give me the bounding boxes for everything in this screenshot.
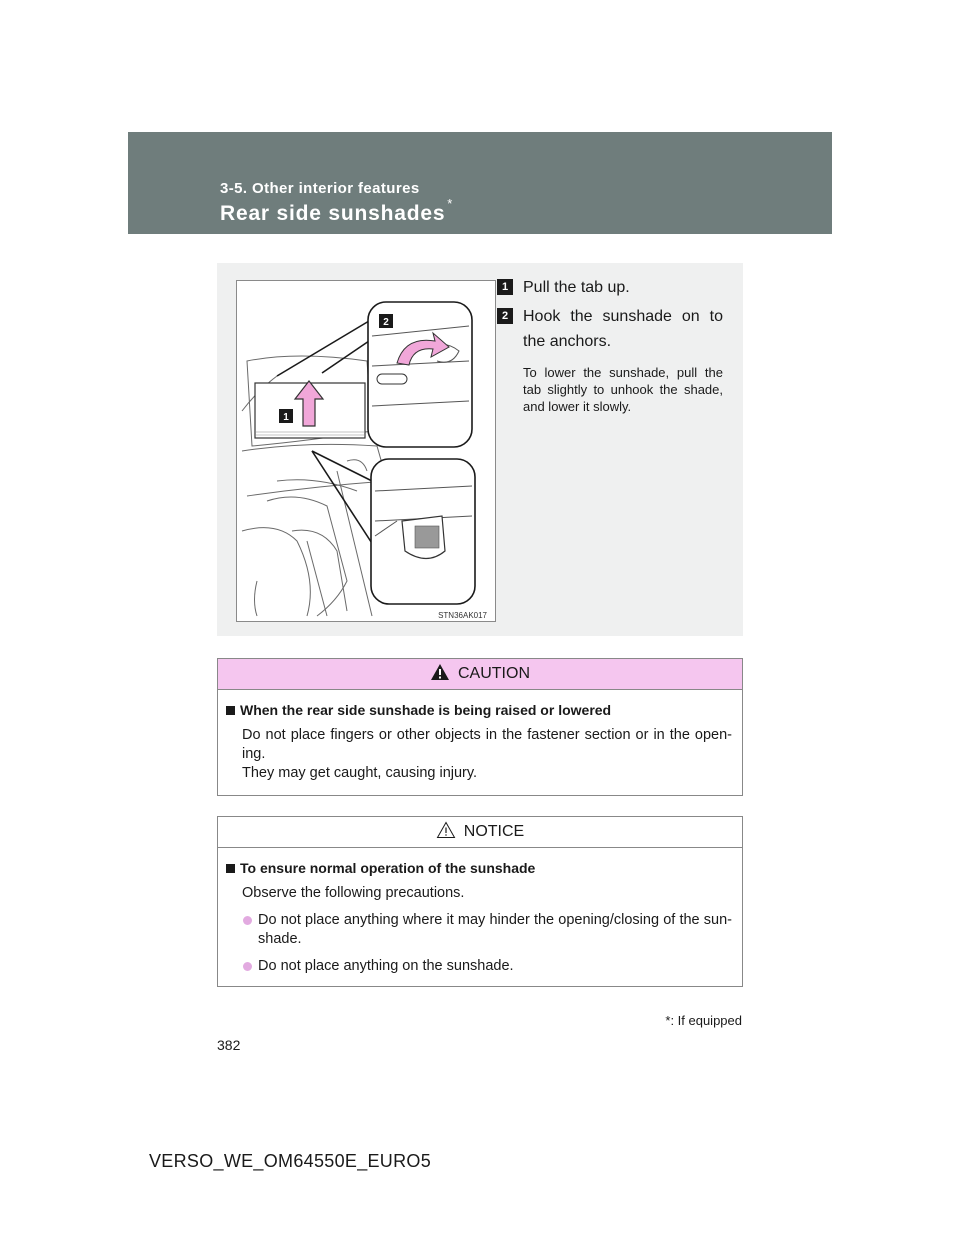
lowering-note: To lower the sunshade, pull the tab slightly to unhook the shade, and lower it slowly. (523, 365, 723, 414)
notice-triangle-icon (436, 821, 456, 839)
caution-body (218, 690, 742, 783)
notice-bullet-2-text: Do not place anything on the sunshade. (258, 958, 514, 974)
notice-bullet-2 (226, 957, 732, 976)
page-title (220, 196, 454, 226)
step-2 (497, 304, 723, 354)
section-header (128, 132, 832, 234)
step-2-number: 2 (497, 308, 513, 324)
notice-label: NOTICE (463, 823, 525, 840)
caution-heading-text: When the rear side sunshade is being raised or lowered (240, 702, 612, 718)
notice-header (218, 817, 742, 848)
caution-heading (226, 702, 732, 718)
caution-text-2: They may get caught, causing injury. (242, 765, 478, 781)
caution-text: Do not place fingers or other objects in the fastener section or in the open- ing. (242, 727, 732, 762)
step-2-text: Hook the sunshade on to the anchors. (523, 308, 723, 350)
callout-1-label: 1 (283, 412, 289, 423)
bullet-dot-icon (243, 916, 252, 925)
step-1 (497, 275, 723, 300)
caution-box (217, 658, 743, 796)
notice-box (217, 816, 743, 987)
step-1-number: 1 (497, 279, 513, 295)
notice-bullet-1-text: Do not place anything where it may hinder the opening/closing of the sun- shade. (258, 912, 732, 947)
figure-code: STN36AK017 (438, 611, 487, 620)
square-bullet-icon (226, 864, 235, 873)
sunshade-illustration-svg (237, 281, 495, 621)
notice-heading-text: To ensure normal operation of the sunshade (240, 860, 536, 876)
caution-header (218, 659, 742, 690)
notice-heading (226, 860, 732, 876)
section-label: 3-5. Other interior features (220, 180, 420, 197)
equipped-text: : If equipped (670, 1013, 742, 1028)
notice-text: Observe the following precautions. (242, 885, 465, 901)
notice-body (218, 848, 742, 976)
callout-2-label: 2 (383, 317, 389, 328)
square-bullet-icon (226, 706, 235, 715)
steps-list (497, 275, 723, 415)
page-title-text: Rear side sunshades (220, 202, 446, 225)
notice-bullet-1 (226, 911, 732, 949)
figure-panel (217, 263, 743, 636)
sunshade-illustration (236, 280, 496, 622)
bullet-dot-icon (243, 962, 252, 971)
caution-label: CAUTION (458, 665, 530, 682)
equipped-asterisk: * (665, 1013, 671, 1028)
warning-icon (430, 663, 450, 681)
equipped-note (620, 1013, 742, 1028)
page-number: 382 (217, 1037, 241, 1053)
step-1-text: Pull the tab up. (523, 279, 630, 296)
document-footer: VERSO_WE_OM64550E_EURO5 (149, 1151, 432, 1171)
asterisk-mark: * (447, 196, 454, 211)
